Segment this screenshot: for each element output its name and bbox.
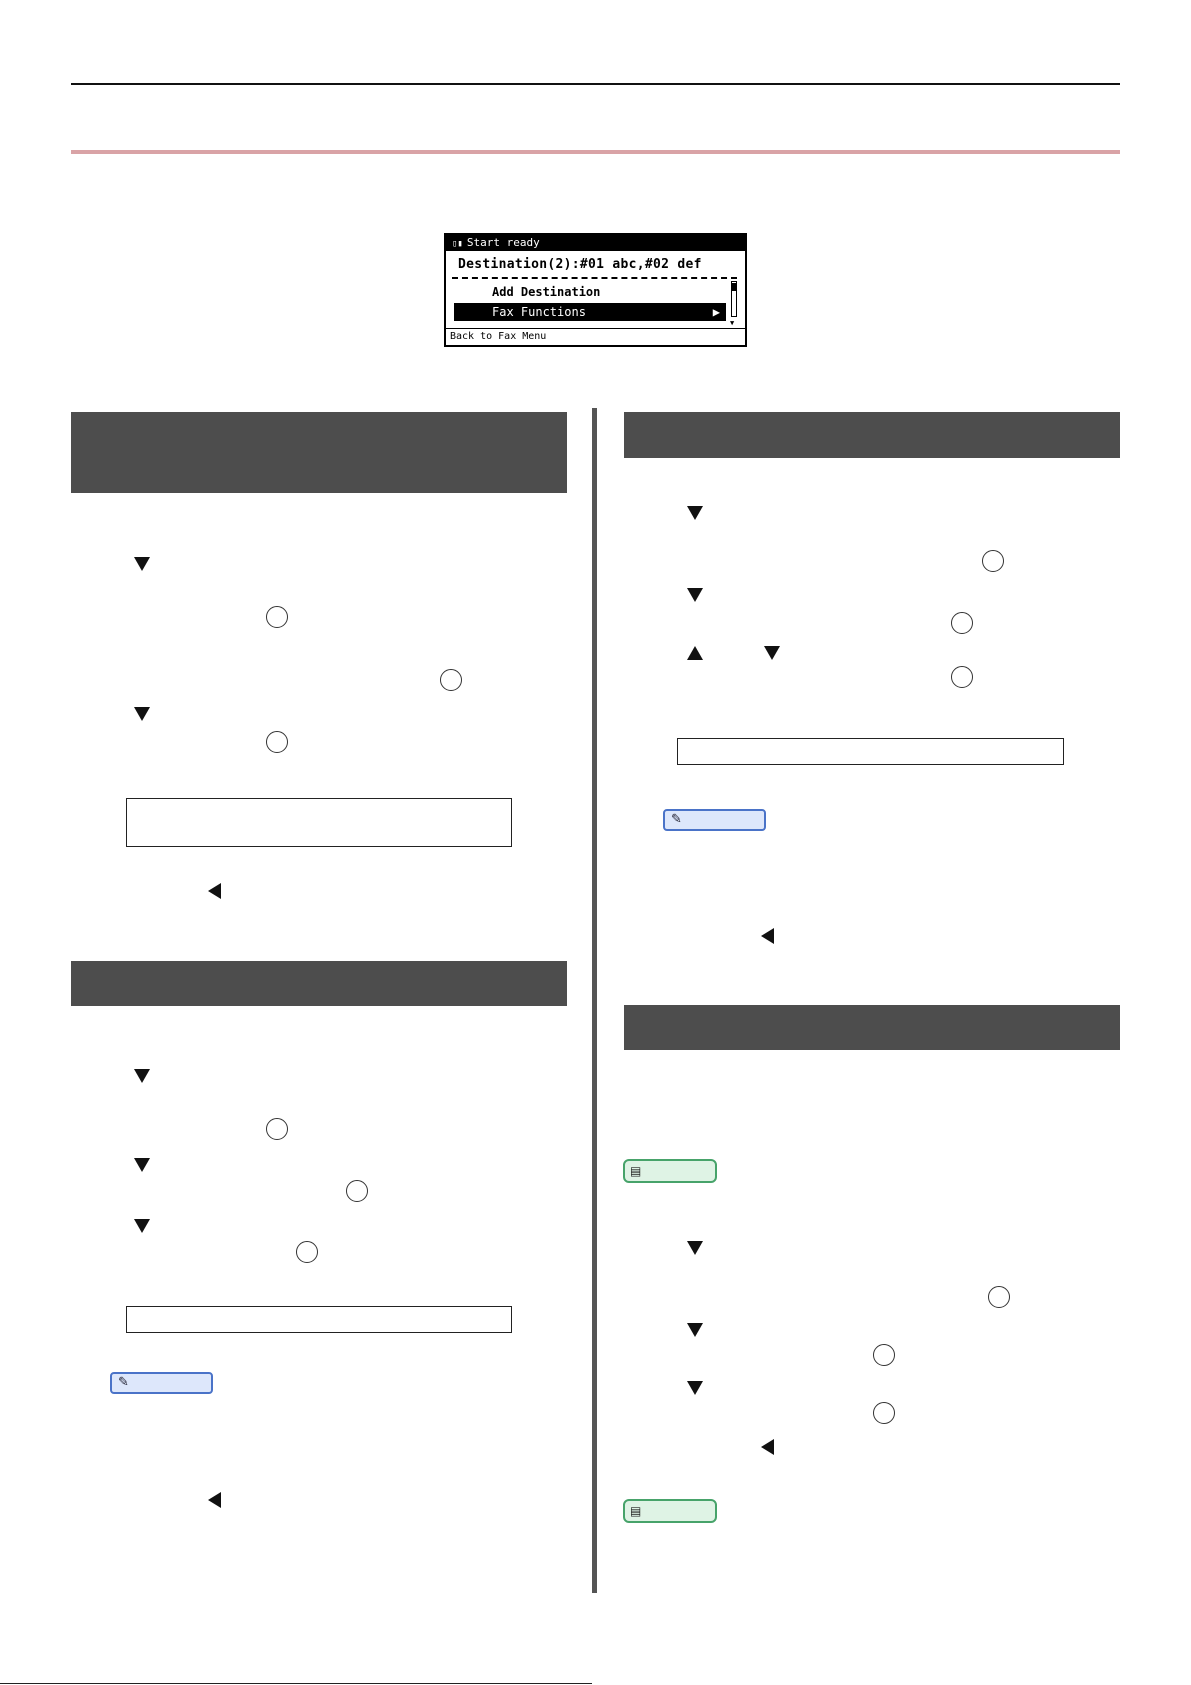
reference-badge[interactable] — [623, 1159, 717, 1183]
ok-button-icon — [266, 731, 288, 753]
down-arrow-icon — [687, 506, 703, 520]
down-arrow-icon — [134, 707, 150, 721]
reference-book-icon: ▤ — [630, 1504, 642, 1518]
ok-button-icon — [296, 1241, 318, 1263]
reference-badge[interactable] — [623, 1499, 717, 1523]
ok-button-icon — [982, 550, 1004, 572]
lcd-panel — [444, 233, 747, 347]
ok-button-icon — [951, 666, 973, 688]
right-section-header-2 — [624, 1005, 1120, 1050]
scroll-down-icon: ▼ — [730, 319, 735, 327]
down-arrow-icon — [687, 1323, 703, 1337]
memo-pencil-icon: ✎ — [118, 1375, 129, 1390]
note-box — [677, 738, 1064, 765]
ok-button-icon — [988, 1286, 1010, 1308]
footer-rule — [0, 1683, 592, 1684]
back-arrow-icon — [761, 1439, 774, 1455]
lcd-destination-line: Destination(2):#01 abc,#02 def — [458, 257, 702, 272]
up-arrow-icon — [687, 646, 703, 660]
down-arrow-icon — [134, 1069, 150, 1083]
ok-button-icon — [266, 1118, 288, 1140]
lcd-status-bar — [446, 235, 745, 251]
lcd-menu-item-fax-functions[interactable] — [454, 303, 726, 321]
column-divider — [592, 408, 597, 1593]
top-rule — [71, 83, 1120, 85]
back-arrow-icon — [208, 883, 221, 899]
memo-badge — [110, 1372, 213, 1394]
lcd-scrollbar-thumb — [732, 283, 736, 291]
ok-button-icon — [951, 612, 973, 634]
note-box — [126, 798, 512, 847]
down-arrow-icon — [687, 588, 703, 602]
ok-button-icon — [266, 606, 288, 628]
memo-pencil-icon: ✎ — [671, 812, 682, 827]
lcd-selected-label: Fax Functions — [492, 305, 586, 319]
fax-icon: ▯▮ — [452, 239, 463, 249]
back-arrow-icon — [208, 1492, 221, 1508]
memo-badge — [663, 809, 766, 831]
chevron-right-icon: ▶ — [712, 305, 720, 319]
lcd-status-text: Start ready — [466, 236, 540, 249]
down-arrow-icon — [687, 1381, 703, 1395]
section-accent-rule — [71, 150, 1120, 154]
note-box — [126, 1306, 512, 1333]
down-arrow-icon — [134, 1158, 150, 1172]
down-arrow-icon — [687, 1241, 703, 1255]
ok-button-icon — [440, 669, 462, 691]
lcd-footer-back: Back to Fax Menu — [450, 331, 547, 342]
back-arrow-icon — [761, 928, 774, 944]
ok-button-icon — [873, 1344, 895, 1366]
lcd-footer-divider — [446, 328, 745, 329]
lcd-menu-item-add-destination[interactable]: Add Destination — [492, 285, 601, 299]
ok-button-icon — [873, 1402, 895, 1424]
right-section-header-1 — [624, 412, 1120, 458]
left-section-header-2 — [71, 961, 567, 1006]
lcd-dashed-divider — [452, 277, 737, 279]
ok-button-icon — [346, 1180, 368, 1202]
down-arrow-icon — [134, 557, 150, 571]
left-section-header-1 — [71, 412, 567, 493]
down-arrow-icon — [764, 646, 780, 660]
reference-book-icon: ▤ — [630, 1164, 642, 1178]
down-arrow-icon — [134, 1219, 150, 1233]
